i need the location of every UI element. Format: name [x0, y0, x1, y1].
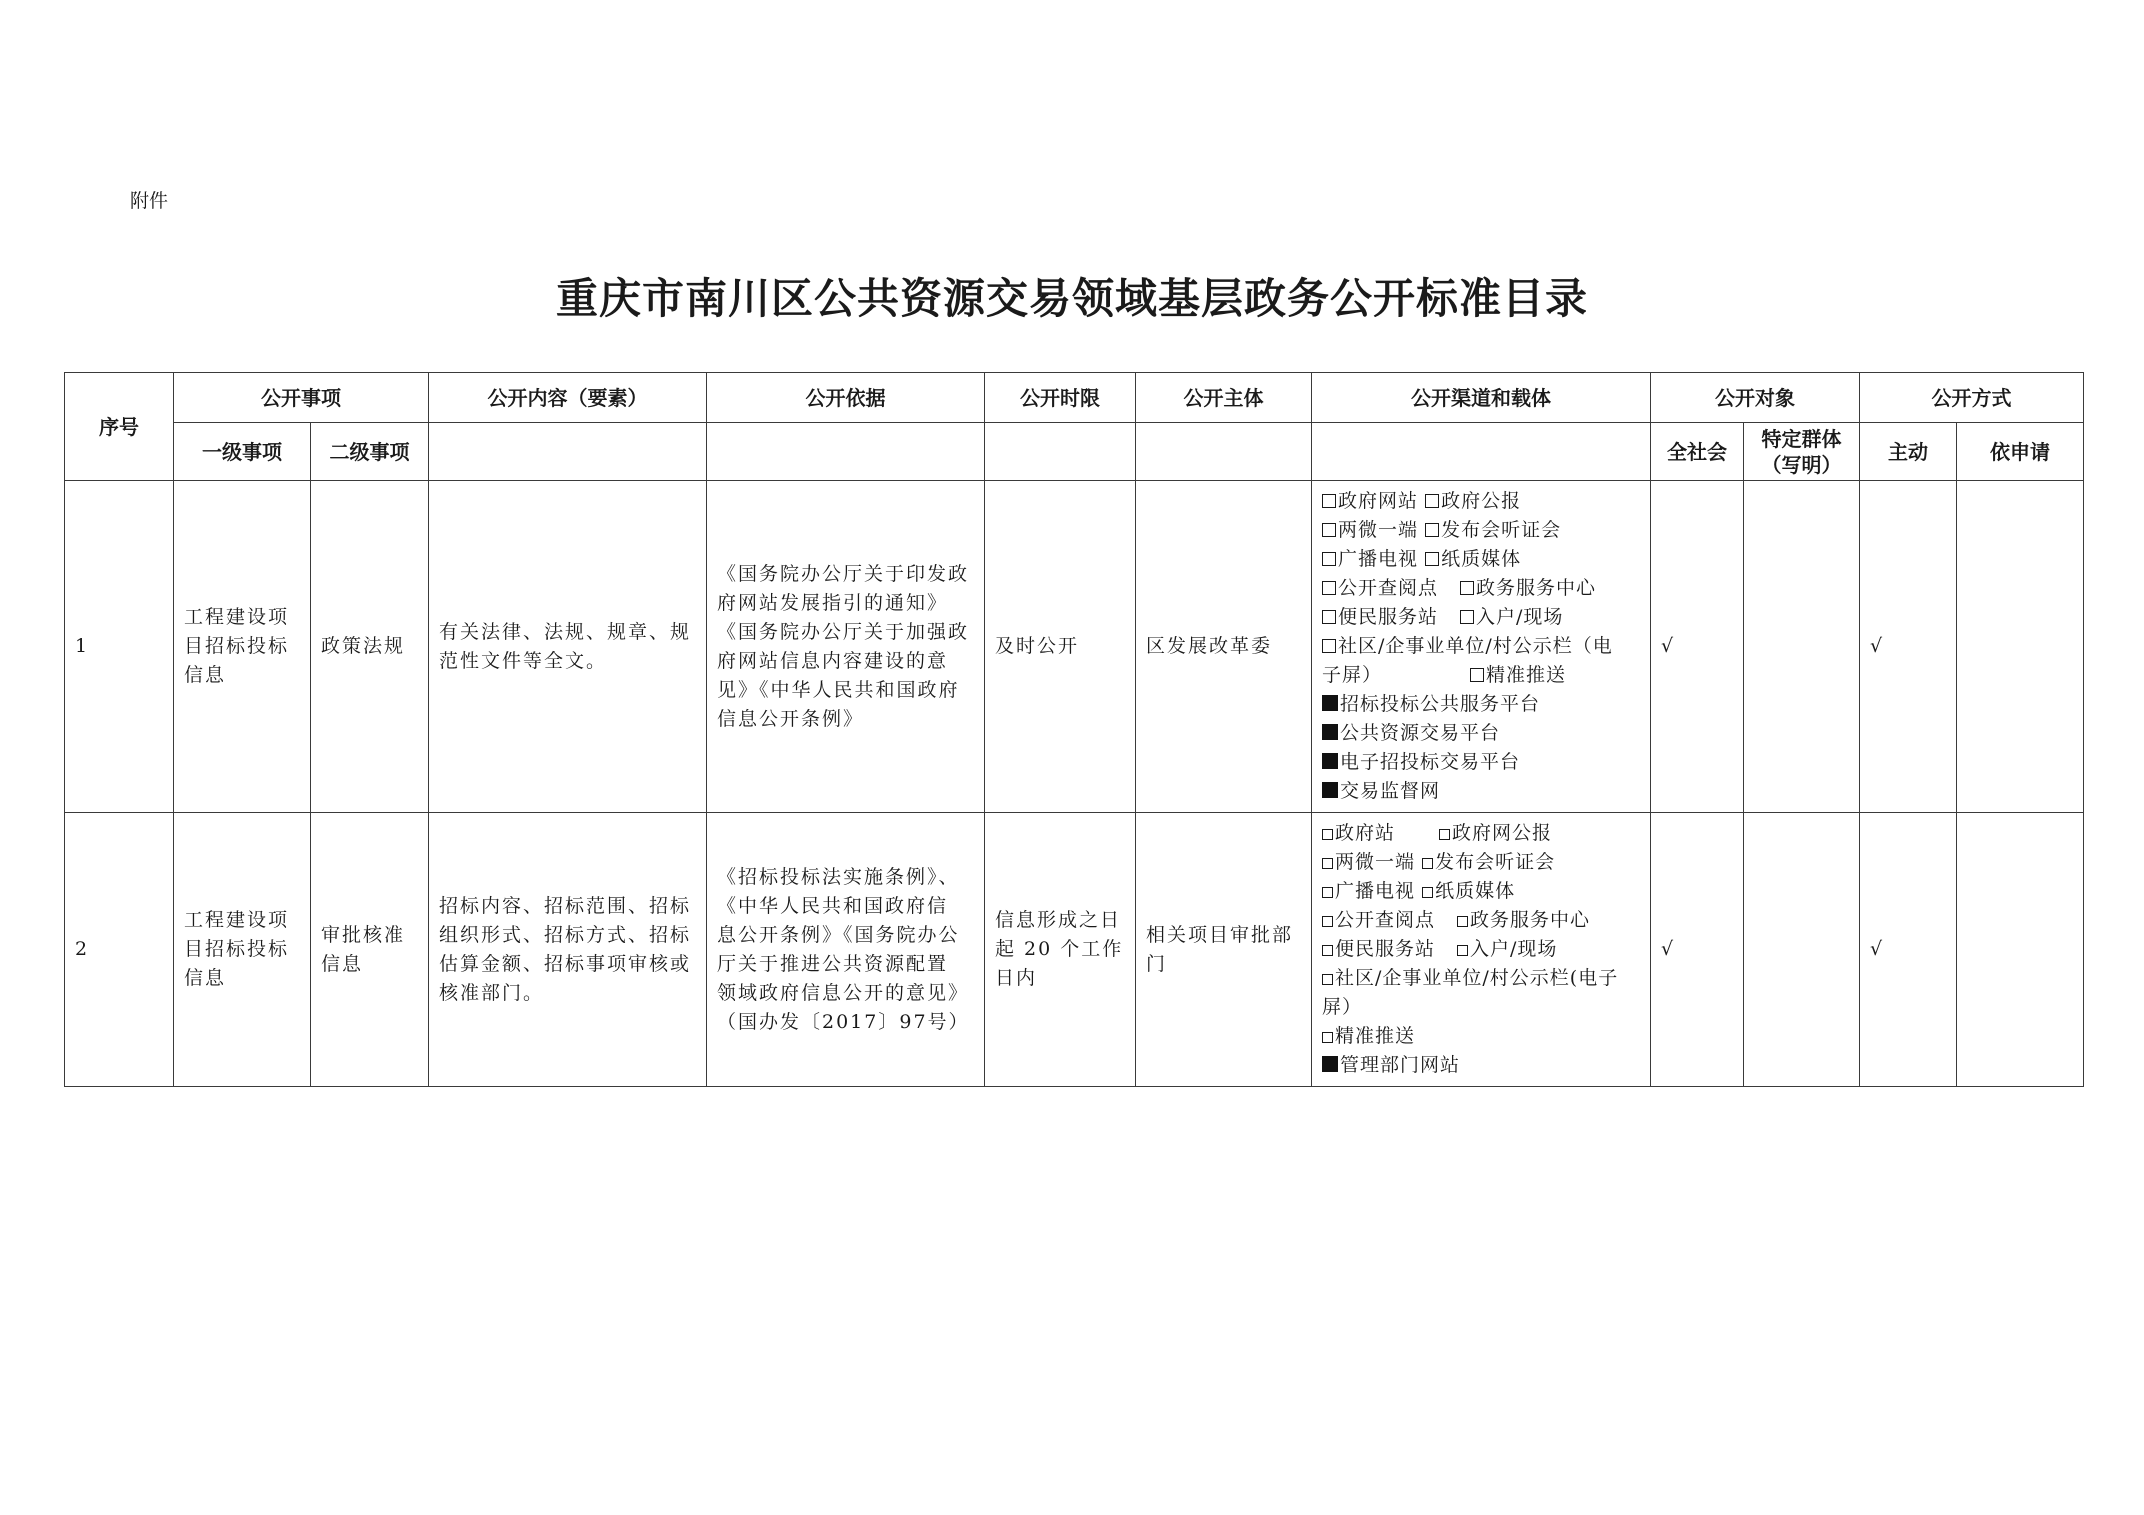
- checkbox-empty-icon: [1322, 945, 1333, 956]
- header-specific-group-line2: （写明）: [1761, 452, 1842, 477]
- header-subject: 公开主体: [1136, 373, 1312, 423]
- row-seq: 2: [65, 813, 174, 1087]
- row-society-check: √: [1651, 813, 1744, 1087]
- checkbox-empty-icon: [1322, 916, 1333, 927]
- row-on-request: [1957, 481, 2084, 813]
- channel-line: 电子招投标交易平台: [1322, 748, 1640, 777]
- row-time-limit: 信息形成之日 起 20 个工作 日内: [985, 813, 1136, 1087]
- channel-line: 公开查阅点 政务服务中心: [1322, 574, 1640, 603]
- channel-line: 政府站 政府网公报: [1322, 819, 1640, 848]
- row-society-check: √: [1651, 481, 1744, 813]
- checkbox-empty-icon: [1322, 494, 1336, 508]
- header-blank-content: [429, 423, 707, 481]
- checkbox-empty-icon: [1457, 916, 1468, 927]
- row-active-check: √: [1860, 481, 1957, 813]
- page-title: 重庆市南川区公共资源交易领域基层政务公开标准目录: [555, 274, 1588, 323]
- header-society: 全社会: [1651, 423, 1744, 481]
- channel-line: 精准推送: [1322, 1022, 1640, 1051]
- row-basis: 《招标投标法实施条例》、 《中华人民共和国政府信 息公开条例》《国务院办公 厅关于推进公共资源配置 领域政府信息公开的意见》 （国办发〔2017〕97号）: [707, 813, 985, 1087]
- header-item: 公开事项: [174, 373, 429, 423]
- header-channels: 公开渠道和载体: [1312, 373, 1651, 423]
- checkbox-empty-icon: [1425, 552, 1439, 566]
- checkbox-empty-icon: [1460, 610, 1474, 624]
- header-blank-time: [985, 423, 1136, 481]
- checkbox-empty-icon: [1422, 887, 1433, 898]
- row-level1: 工程建设项目招标投标信息: [174, 481, 311, 813]
- row-level2: 政策法规: [311, 481, 429, 813]
- checkbox-empty-icon: [1322, 610, 1336, 624]
- header-method: 公开方式: [1860, 373, 2084, 423]
- header-row-2: [65, 423, 2084, 481]
- row-subject: 相关项目审批部 门: [1136, 813, 1312, 1087]
- channel-line: 两微一端 发布会听证会: [1322, 848, 1640, 877]
- row-on-request: [1957, 813, 2084, 1087]
- row-content: 招标内容、招标范围、招标组织形式、招标方式、招标估算金额、招标事项审核或核准部门。: [429, 813, 707, 1087]
- attachment-label: 附件: [130, 190, 169, 212]
- header-seq: 序号: [65, 373, 174, 481]
- checkbox-empty-icon: [1322, 639, 1336, 653]
- row-level1: 工程建设项目招标投标信息: [174, 813, 311, 1087]
- channel-line: 子屏） 精准推送: [1322, 664, 1567, 686]
- channel-line: 屏）: [1322, 996, 1363, 1018]
- channel-line: 交易监督网: [1322, 777, 1640, 806]
- checkbox-filled-icon: [1322, 724, 1338, 740]
- row-channels: [1312, 481, 1651, 813]
- checkbox-filled-icon: [1322, 782, 1338, 798]
- header-target: 公开对象: [1651, 373, 1860, 423]
- header-content: 公开内容（要素）: [429, 373, 707, 423]
- checkbox-empty-icon: [1439, 829, 1450, 840]
- checkbox-filled-icon: [1322, 1056, 1338, 1072]
- channel-line: 便民服务站 入户/现场: [1322, 603, 1640, 632]
- table-row: [65, 813, 2084, 1087]
- checkbox-empty-icon: [1322, 523, 1336, 537]
- header-blank-basis: [707, 423, 985, 481]
- channel-line: 便民服务站 入户/现场: [1322, 935, 1640, 964]
- header-on-request: 依申请: [1957, 423, 2084, 481]
- catalog-table: [64, 372, 2084, 1087]
- header-specific-group-line1: 特定群体: [1761, 426, 1842, 451]
- checkbox-empty-icon: [1322, 1032, 1333, 1043]
- row-specific-group: [1744, 813, 1860, 1087]
- checkbox-empty-icon: [1322, 552, 1336, 566]
- checkbox-empty-icon: [1322, 974, 1333, 985]
- checkbox-filled-icon: [1322, 695, 1338, 711]
- row-seq: 1: [65, 481, 174, 813]
- channel-line: 社区/企事业单位/村公示栏（电: [1322, 632, 1640, 661]
- checkbox-empty-icon: [1422, 858, 1433, 869]
- row-basis: 《国务院办公厅关于印发政府网站发展指引的通知》《国务院办公厅关于加强政府网站信息内容建设的意见》《中华人民共和国政府信息公开条例》: [707, 481, 985, 813]
- header-row-1: [65, 373, 2084, 423]
- row-channels: [1312, 813, 1651, 1087]
- row-specific-group: [1744, 481, 1860, 813]
- row-active-check: √: [1860, 813, 1957, 1087]
- channel-line: 两微一端 发布会听证会: [1322, 516, 1640, 545]
- checkbox-empty-icon: [1457, 945, 1468, 956]
- checkbox-empty-icon: [1322, 887, 1333, 898]
- channel-line: 社区/企事业单位/村公示栏(电子: [1322, 964, 1640, 993]
- header-specific-group: [1744, 423, 1860, 481]
- checkbox-filled-icon: [1322, 753, 1338, 769]
- row-content: 有关法律、法规、规章、规范性文件等全文。: [429, 481, 707, 813]
- checkbox-empty-icon: [1425, 494, 1439, 508]
- row-subject: 区发展改革委: [1136, 481, 1312, 813]
- header-basis: 公开依据: [707, 373, 985, 423]
- checkbox-empty-icon: [1322, 581, 1336, 595]
- header-active: 主动: [1860, 423, 1957, 481]
- channel-line: 管理部门网站: [1322, 1051, 1640, 1080]
- table-row: [65, 481, 2084, 813]
- channel-line: 公开查阅点 政务服务中心: [1322, 906, 1640, 935]
- channel-line: 政府网站 政府公报: [1322, 487, 1640, 516]
- channel-line: 公共资源交易平台: [1322, 719, 1640, 748]
- header-blank-channels: [1312, 423, 1651, 481]
- row-level2: 审批核准信息: [311, 813, 429, 1087]
- channel-line: 广播电视 纸质媒体: [1322, 877, 1640, 906]
- channel-line: 广播电视 纸质媒体: [1322, 545, 1640, 574]
- checkbox-empty-icon: [1425, 523, 1439, 537]
- header-blank-subject: [1136, 423, 1312, 481]
- channel-line: 招标投标公共服务平台: [1322, 690, 1640, 719]
- checkbox-empty-icon: [1322, 858, 1333, 869]
- header-level2: 二级事项: [311, 423, 429, 481]
- checkbox-empty-icon: [1460, 581, 1474, 595]
- row-time-limit: 及时公开: [985, 481, 1136, 813]
- checkbox-empty-icon: [1322, 829, 1333, 840]
- header-level1: 一级事项: [174, 423, 311, 481]
- header-time-limit: 公开时限: [985, 373, 1136, 423]
- checkbox-empty-icon: [1470, 668, 1484, 682]
